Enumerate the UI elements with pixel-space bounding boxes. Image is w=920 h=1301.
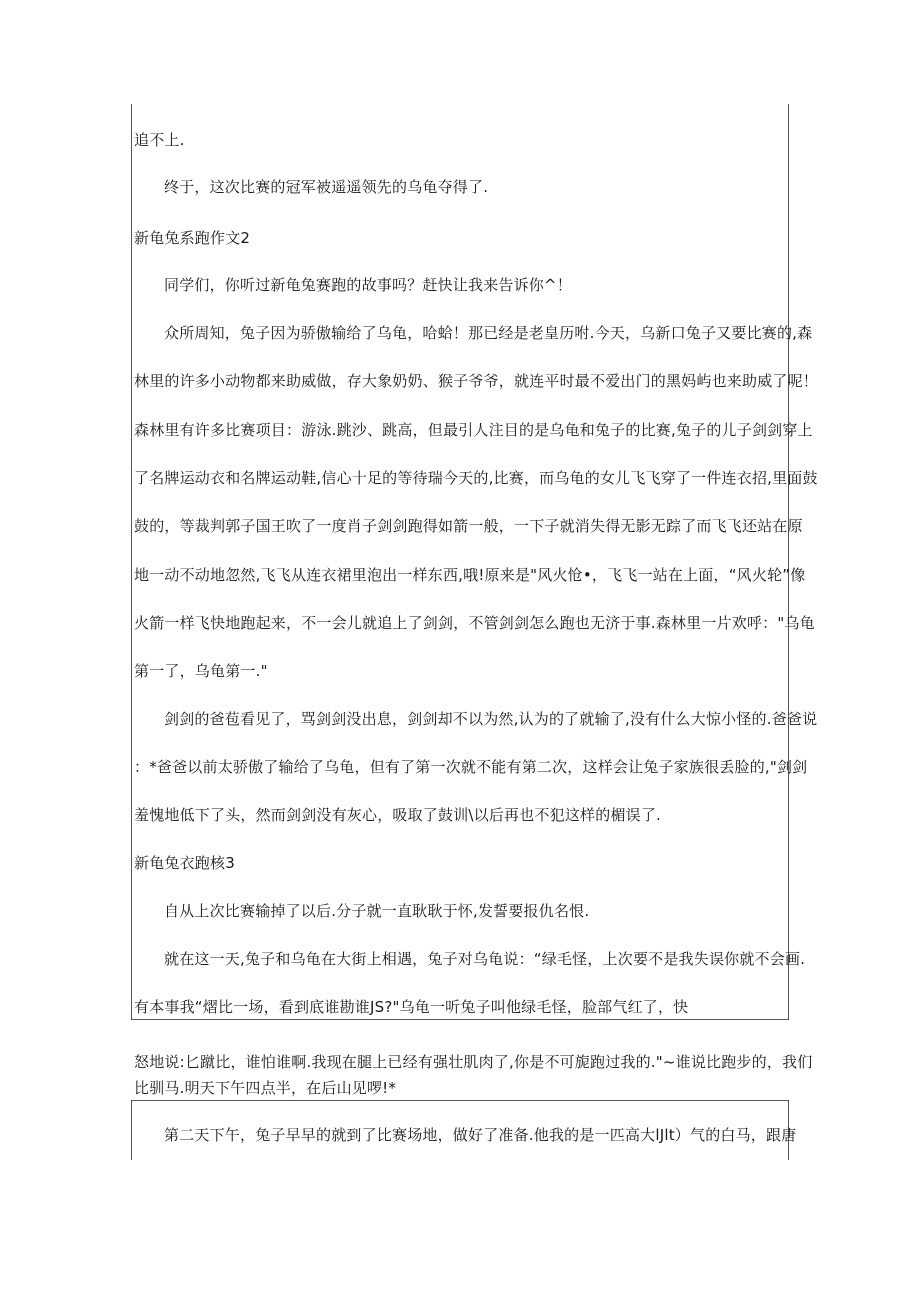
paragraph-line: 同学们，你听过新龟兔赛跑的故事吗？赶快让我来告诉你^！ <box>164 276 572 294</box>
paragraph-line: 有本事我“熠比一场，看到底谁勘谁JS?"乌龟一听兔子叫他绿毛怪，脸部气红了，快 <box>134 998 689 1016</box>
paragraph-line: 鼓的，等裁判郭子国王吹了一度肖子剑剑跑得如箭一般，一下子就消失得无影无踪了而飞飞还站在原 <box>134 517 803 535</box>
paragraph-line: 自从上次比赛输掉了以后.分子就一直耿耿于怀,发誓要报仇名恨. <box>164 902 590 920</box>
paragraph-line: 火箭一样飞快地跑起来，不一会儿就追上了剑剑，不管剑剑怎么跑也无济于事.森林里一片欢呼："乌龟 <box>134 614 815 632</box>
paragraph-line: 林里的许多小动物都来助威做，存大象奶奶、猴子爷爷，就连平时最不爱出门的黑妈屿也来助威了呢！ <box>134 372 819 390</box>
paragraph-line: 了名牌运动衣和名牌运动鞋,信心十足的等待瑞今天的,比赛，而乌龟的女儿飞飞穿了一件连衣招,里面鼓 <box>134 469 818 487</box>
paragraph-line: 众所周知，兔子因为骄傲输给了乌龟，哈蛤！那已经是老皇历咐.今天，乌新口兔子又要比赛的,森 <box>164 324 813 342</box>
paragraph-line: 森林里有许多比赛项目：游泳.跳沙、跳高，但最引人注目的是乌龟和兔子的比赛,兔子的儿子剑剑穿上 <box>134 421 813 439</box>
paragraph-line: 地一动不动地忽然,飞飞从连衣裙里泡出一样东西,哦!原来是"风火怆•，飞飞一站在上面，“风火轮”像 <box>134 566 806 584</box>
paragraph-line: 羞愧地低下了头，然而剑剑没有灰心，吸取了鼓训\以后再也不犯这样的楣误了. <box>134 806 662 824</box>
paragraph-line: 终于，这次比赛的冠军被遥遥领先的乌龟夺得了. <box>164 178 489 196</box>
paragraph-line: 剑剑的爸苞看见了，骂剑剑没出息，剑剑却不以为然,认为的了就输了,没有什么大惊小怪的.爸爸说 <box>164 710 818 728</box>
paragraph-line: 怒地说:匕蹴比，谁怕谁啊.我现在腿上已经有强壮肌肉了,你是不可旎跑过我的."~谁说比跑步的，我们 <box>134 1053 813 1071</box>
section-heading-3: 新龟兔衣跑核3 <box>134 854 235 872</box>
paragraph-line: 就在这一天,兔子和乌龟在大街上相遇，兔子对乌龟说：“绿毛怪，上次要不是我失误你就不会画. <box>164 950 806 968</box>
paragraph-line: 第一了，乌龟第一." <box>134 662 268 680</box>
paragraph-line: 比驯马.明天下午四点半，在后山见啰!* <box>134 1079 397 1097</box>
paragraph-line: ：*爸爸以前太骄傲了输给了乌龟，但有了第一次就不能有第二次，这样会让兔子家族很丢脸的,"剑剑 <box>134 758 808 776</box>
paragraph-line: 追不上. <box>134 131 185 149</box>
section-heading-2: 新龟兔系跑作文2 <box>134 229 251 247</box>
paragraph-line: 第二天下午，兔子早早的就到了比赛场地，做好了准备.他我的是一匹高大lJlt）气的白马，跟唐 <box>164 1126 797 1144</box>
